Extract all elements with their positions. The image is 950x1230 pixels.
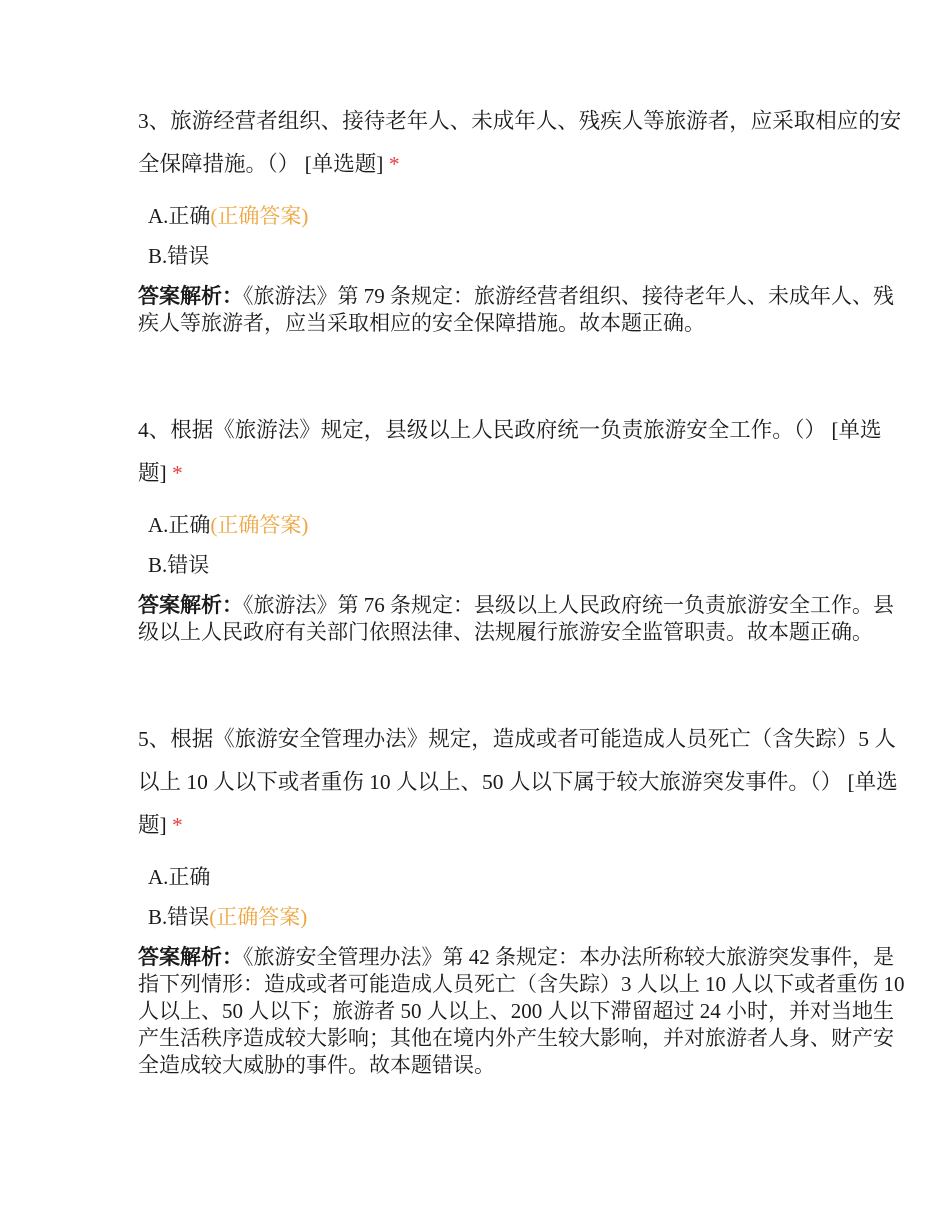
option-b-label: B.错误 xyxy=(148,244,210,268)
question-block-3 xyxy=(138,100,905,337)
required-asterisk: * xyxy=(172,813,183,837)
answer-explanation xyxy=(138,944,905,1079)
question-block-4 xyxy=(138,409,905,646)
option-b-label: B.错误 xyxy=(148,553,210,577)
question-number: 4、 xyxy=(138,418,171,442)
question-stem xyxy=(138,409,905,495)
explanation-label: 答案解析： xyxy=(138,593,243,617)
option-b xyxy=(148,545,905,585)
required-asterisk: * xyxy=(172,461,183,485)
option-b-label: B.错误 xyxy=(148,905,210,929)
explanation-text: 《旅游安全管理办法》第 42 条规定：本办法所称较大旅游突发事件，是指下列情形：造成或者可能造成人员死亡（含失踪）3 人以上 10 人以下或者重伤 10 人以上、50 人以下；旅游者 50 人以上、200 人以下滞留超过 24 小时，并对当地生产生活秩序造成较大影响；其他在境内外产生较大影响，并对旅游者人身、财产安全造成较大威胁的事件。故本题错误。 xyxy=(138,945,905,1077)
explanation-text: 《旅游法》第 79 条规定：旅游经营者组织、接待老年人、未成年人、残疾人等旅游者，应当采取相应的安全保障措施。故本题正确。 xyxy=(138,284,894,335)
answer-explanation xyxy=(138,592,905,646)
explanation-text: 《旅游法》第 76 条规定：县级以上人民政府统一负责旅游安全工作。县级以上人民政府有关部门依照法律、法规履行旅游安全监管职责。故本题正确。 xyxy=(138,593,894,644)
question-stem xyxy=(138,100,905,186)
explanation-label: 答案解析： xyxy=(138,945,243,969)
options-list xyxy=(138,857,905,937)
option-a-label: A.正确 xyxy=(148,204,211,228)
question-text: 旅游经营者组织、接待老年人、未成年人、残疾人等旅游者，应采取相应的安全保障措施。（） [单选题] xyxy=(138,109,902,176)
question-block-5 xyxy=(138,718,905,1079)
options-list xyxy=(138,505,905,585)
options-list xyxy=(138,196,905,276)
answer-explanation xyxy=(138,283,905,337)
option-a xyxy=(148,196,905,236)
question-text: 根据《旅游安全管理办法》规定，造成或者可能造成人员死亡（含失踪）5 人以上 10 人以下或者重伤 10 人以上、50 人以下属于较大旅游突发事件。（） [单选题] xyxy=(138,727,898,837)
option-a-label: A.正确 xyxy=(148,513,211,537)
explanation-label: 答案解析： xyxy=(138,284,243,308)
option-b xyxy=(148,236,905,276)
option-a xyxy=(148,505,905,545)
question-number: 3、 xyxy=(138,109,171,133)
document-page xyxy=(138,100,905,1079)
required-asterisk: * xyxy=(388,152,400,176)
question-stem xyxy=(138,718,905,847)
option-b xyxy=(148,897,905,937)
correct-answer-tag: (正确答案) xyxy=(209,905,308,929)
correct-answer-tag: (正确答案) xyxy=(210,204,309,228)
option-a xyxy=(148,857,905,897)
correct-answer-tag: (正确答案) xyxy=(210,513,309,537)
question-text: 根据《旅游法》规定，县级以上人民政府统一负责旅游安全工作。（） [单选题] xyxy=(138,418,882,485)
question-number: 5、 xyxy=(138,727,171,751)
option-a-label: A.正确 xyxy=(148,865,211,889)
